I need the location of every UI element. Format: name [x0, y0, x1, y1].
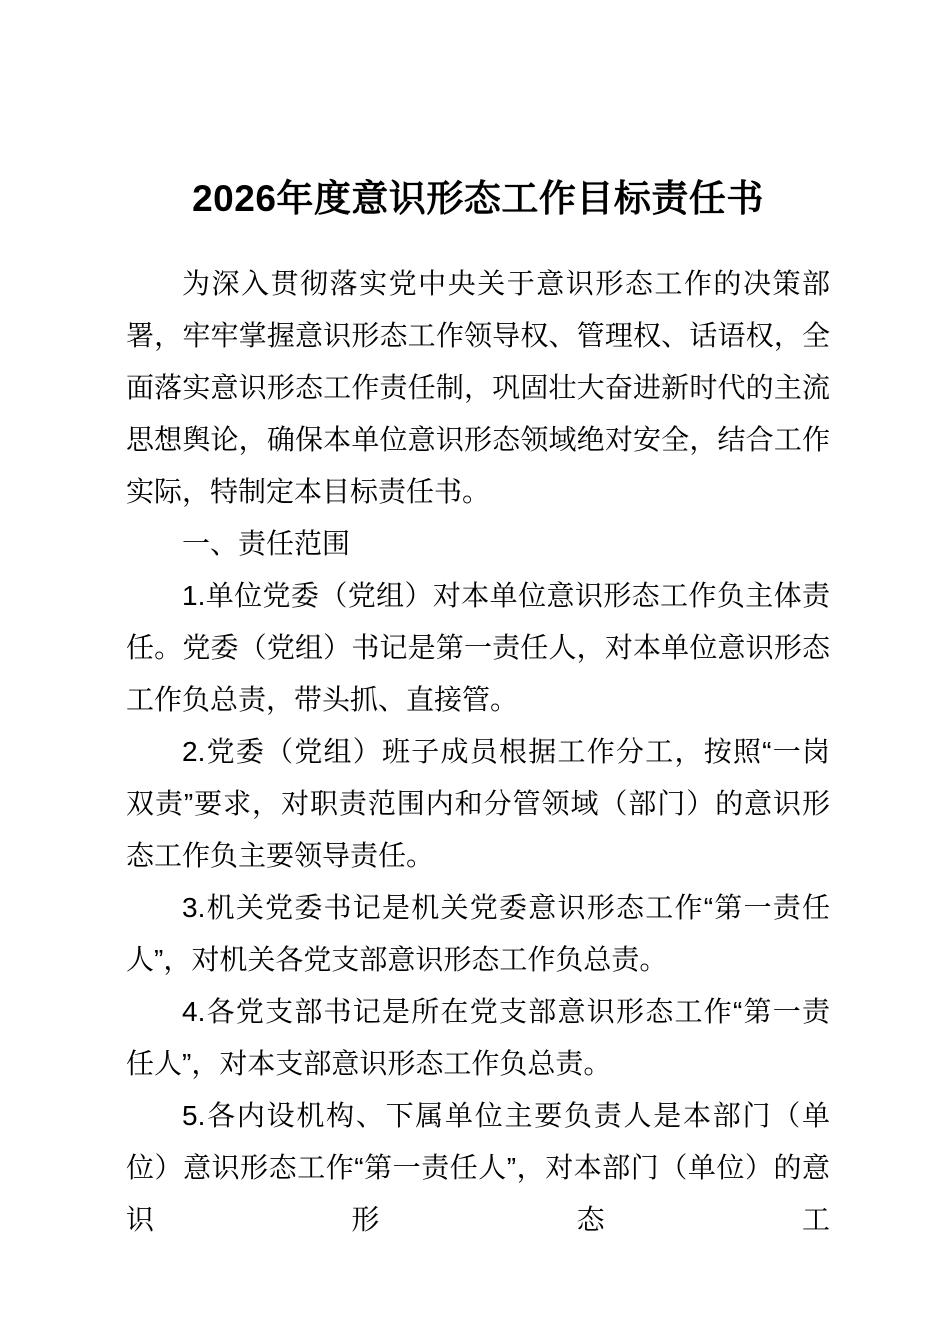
list-item: 1.单位党委（党组）对本单位意识形态工作负主体责任。党委（党组）书记是第一责任人，对本单位意识形态工作负总责，带头抓、直接管。 — [126, 580, 830, 715]
section-heading-responsibility-scope: 一、责任范围 — [182, 528, 351, 559]
list-item: 2.党委（党组）班子成员根据工作分工，按照“一岗双责”要求，对职责范围内和分管领域（部门）的意识形态工作负主要领导责任。 — [126, 736, 830, 871]
document-title-block — [126, 176, 830, 222]
list-item: 5.各内设机构、下属单位主要负责人是本部门（单位）意识形态工作“第一责任人”，对本部门（单位）的意识形态工 — [126, 1100, 830, 1235]
document-content — [126, 258, 830, 1246]
list-item: 3.机关党委书记是机关党委意识形态工作“第一责任人”，对机关各党支部意识形态工作负总责。 — [126, 892, 830, 975]
preamble-paragraph: 为深入贯彻落实党中央关于意识形态工作的决策部署，牢牢掌握意识形态工作领导权、管理权、话语权，全面落实意识形态工作责任制，巩固壮大奋进新时代的主流思想舆论，确保本单位意识形态领域绝对安全，结合工作实际，特制定本目标责任书。 — [126, 268, 830, 507]
page-title: 2026年度意识形态工作目标责任书 — [192, 178, 764, 219]
list-item: 4.各党支部书记是所在党支部意识形态工作“第一责任人”，对本支部意识形态工作负总责。 — [126, 996, 830, 1079]
